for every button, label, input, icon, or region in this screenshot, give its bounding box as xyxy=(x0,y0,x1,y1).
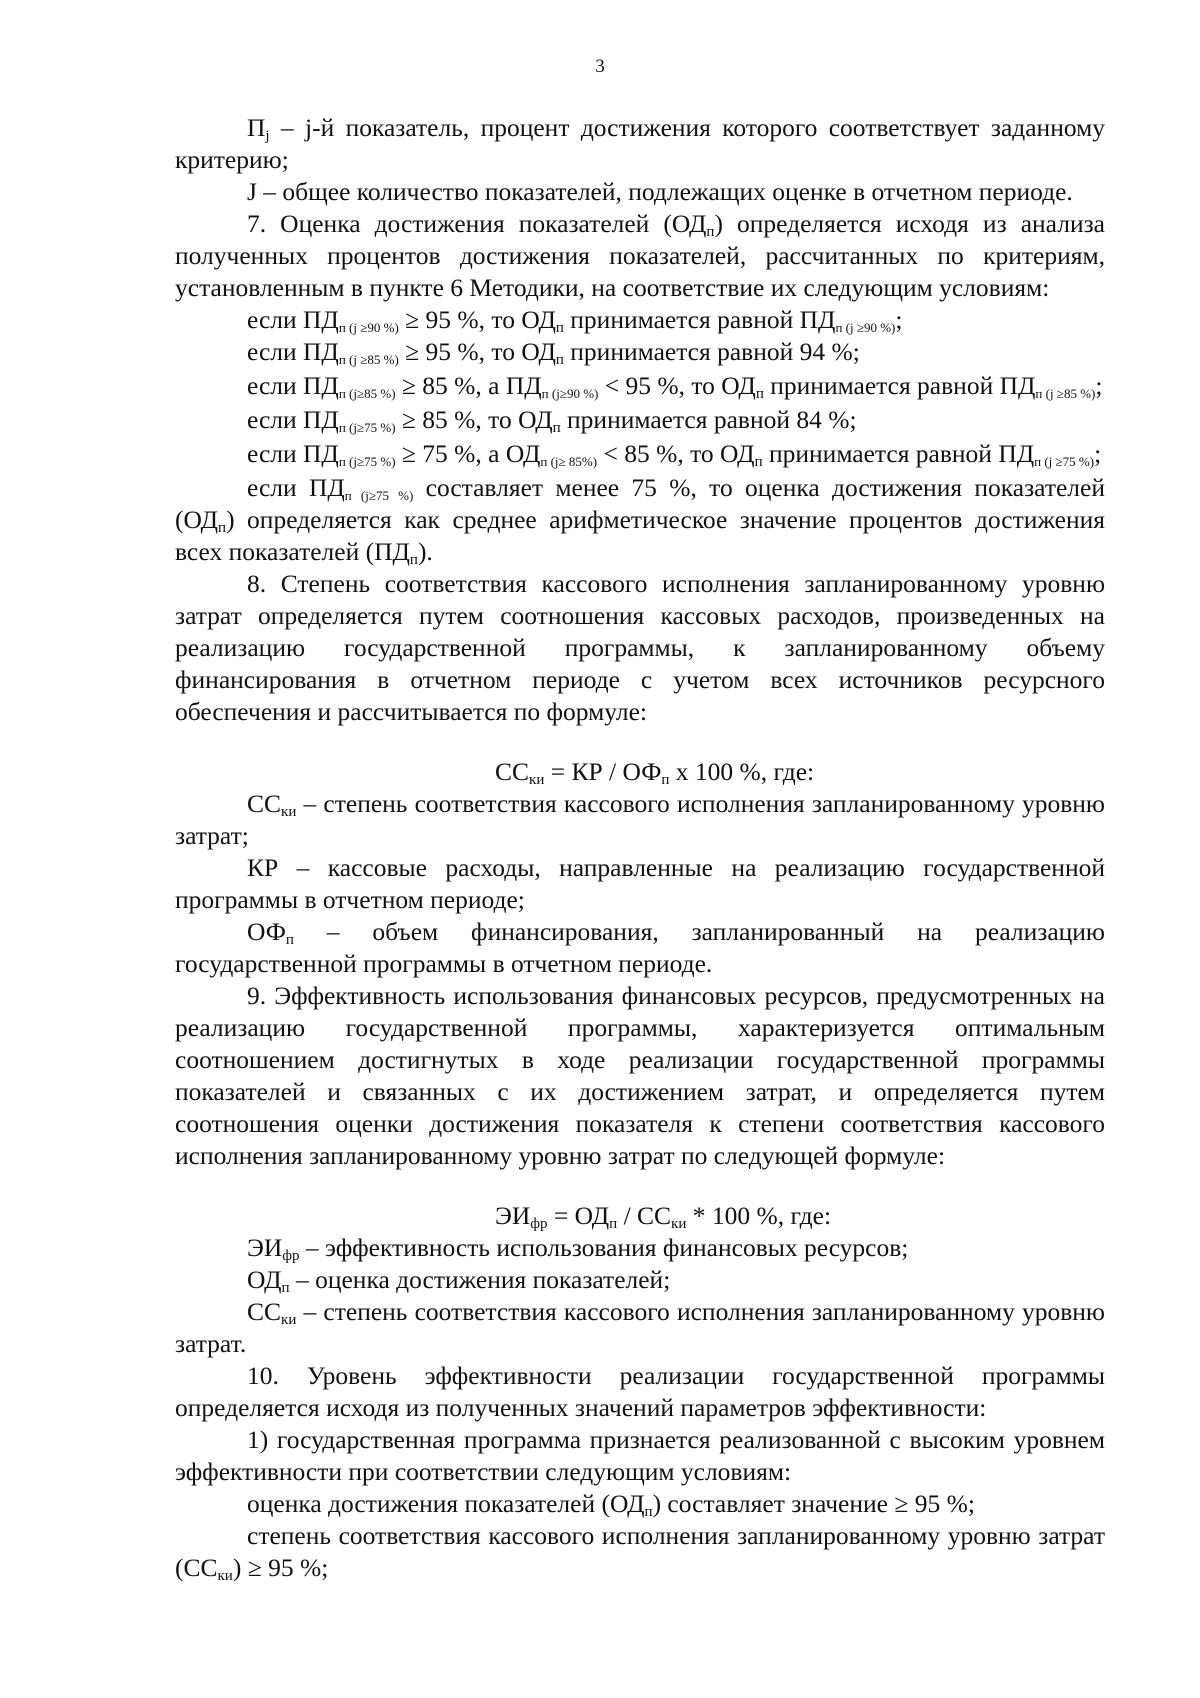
condition-3: если ПДп (j≥85 %) ≥ 85 %, а ПДп (j≥90 %) < 95 %, то $ОД_п$ принимается равной ПДп (j ≥85 %); xyxy=(247,371,1103,402)
document-body xyxy=(175,112,1105,1584)
page-number: 3 xyxy=(595,56,605,77)
definition-j: J – общее количество показателей, подлежащих оценке в отчетном периоде. xyxy=(247,177,1073,206)
condition-4: если ПДп (j≥75 %) ≥ 85 %, то $ОД_п$ принимается равной 84 %; xyxy=(247,405,857,436)
paragraph-9: 9. Эффективность использования финансовых ресурсов, предусмотренных на реализацию государственной программы, характеризуется оптимальным соотношением достигнутых в ходе реализации государственной программы показателей и связанных с их достижением затрат, и определяется путем соотношения оценки достижения показателя к степени соответствия кассового исполнения запланированному уровню затрат по следующей формуле: xyxy=(175,981,1105,1170)
definition-kr: КР – кассовые расходы, направленные на реализацию государственной программы в отчетном периоде; xyxy=(175,853,1105,914)
paragraph-10-1: 1) государственная программа признается реализованной с высоким уровнем эффективности при соответствии следующим условиям: xyxy=(175,1425,1105,1486)
condition-6: если ПДп (j≥75 %) составляет менее 75 %, то оценка достижения показателей $(ОД_п)$ определяется как среднее арифметическое значение процентов достижения всех показателей $(ПД_п)$. xyxy=(175,473,1105,568)
definition-cc-2: $СС_{ки}$ – степень соответствия кассового исполнения запланированному уровню затрат. xyxy=(175,1297,1105,1358)
formula-ei: $ЭИ_{фр} = ОД_п / СС_{ки} * 100$ %, где: xyxy=(495,1201,832,1232)
definition-cc: $СС_{ки}$ – степень соответствия кассового исполнения запланированному уровню затрат; xyxy=(175,789,1105,850)
high-condition-2: степень соответствия кассового исполнения запланированному уровню затрат $(СС_{ки}) \ge 95$ %; xyxy=(175,1521,1105,1584)
high-condition-1: оценка достижения показателей $(ОД_п)$ составляет значение ≥ 95 %; xyxy=(247,1489,975,1520)
definition-of: $ОФ_п$ – объем финансирования, запланированный на реализацию государственной программы в отчетном периоде. xyxy=(175,917,1105,978)
condition-2: если ПДп (j ≥85 %) ≥ 95 %, то $ОД_п$ принимается равной 94 %; xyxy=(247,337,860,368)
paragraph-10: 10. Уровень эффективности реализации государственной программы определяется исходя из полученных значений параметров эффективности: xyxy=(175,1361,1105,1422)
definition-pj: $П_j - j-й$ показатель, процент достижения которого соответствует заданному критерию; xyxy=(175,113,1105,174)
formula-cc: $СС_{ки}$ = КР / $ОФ_п$ х 100 %, где: xyxy=(495,757,815,788)
paragraph-7: 7. Оценка достижения показателей $(ОД_п)$ определяется исходя из анализа полученных процентов достижения показателей, рассчитанных по критериям, установленным в пункте 6 Методики, на соответствие их следующим условиям: xyxy=(175,209,1105,302)
definition-od: $ОД_п$ – оценка достижения показателей; xyxy=(247,1265,671,1296)
definition-ei: $ЭИ_{фр}$ – эффективность использования финансовых ресурсов; xyxy=(247,1233,909,1264)
condition-1: если ПДп (j ≥90 %) ≥ 95 %, то $ОД_п$ принимается равной ПДп (j ≥90 %); xyxy=(247,305,903,336)
condition-5: если ПДп (j≥75 %) ≥ 75 %, а ОДп (j≥ 85%) < 85 %, то $ОД_п$ принимается равной ПДп (j ≥75 %); xyxy=(247,439,1102,470)
paragraph-8: 8. Степень соответствия кассового исполнения запланированному уровню затрат определяется путем соотношения кассовых расходов, произведенных на реализацию государственной программы, к запланированному объему финансирования в отчетном периоде с учетом всех источников ресурсного обеспечения и рассчитывается по формуле: xyxy=(175,569,1105,726)
